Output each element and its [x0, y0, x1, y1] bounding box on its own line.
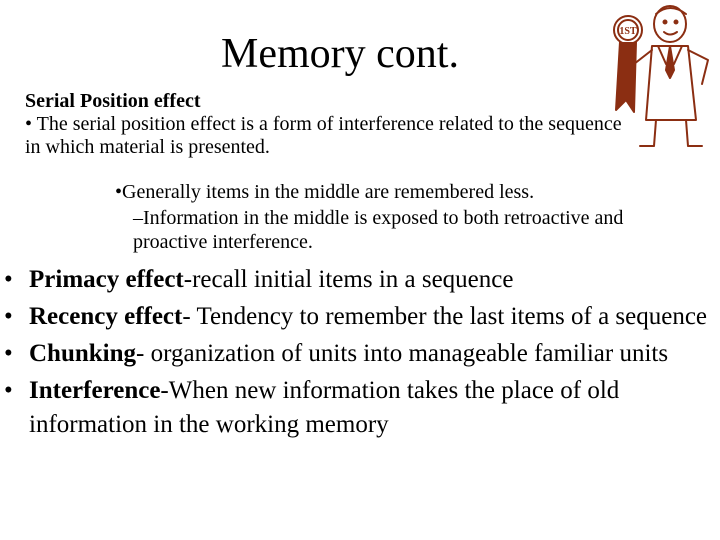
bullet-term: Chunking — [29, 340, 137, 367]
interference-note-text: Information in the middle is exposed to both retroactive and proactive interference. — [133, 207, 624, 253]
term-bullet-list — [0, 263, 715, 445]
bullet-interference — [0, 374, 715, 442]
serial-position-description — [25, 113, 625, 159]
bullet-definition: - Tendency to remember the last items of a sequence — [182, 303, 708, 330]
first-place-ribbon-man-icon — [600, 0, 720, 150]
bullet-mark: • — [25, 113, 33, 135]
bullet-definition: -recall initial items in a sequence — [183, 266, 514, 293]
slide-title: Memory cont. — [221, 31, 459, 77]
interference-note — [133, 206, 673, 254]
serial-position-text: The serial position effect is a form of interference related to the sequence in which material is presented. — [25, 113, 622, 158]
bullet-term: Interference — [29, 377, 161, 404]
bullet-mark: • — [4, 377, 13, 404]
bullet-recency-effect — [0, 300, 715, 334]
dash-mark: – — [133, 207, 143, 229]
bullet-mark: • — [115, 181, 123, 203]
middle-items-text: Generally items in the middle are remembered less. — [122, 181, 535, 203]
bullet-term: Primacy effect — [29, 266, 184, 293]
ribbon-label: 1ST — [619, 26, 637, 37]
bullet-term: Recency effect — [29, 303, 183, 330]
middle-items-note — [115, 181, 675, 204]
bullet-mark: • — [4, 340, 13, 367]
bullet-primacy-effect — [0, 263, 715, 297]
bullet-definition: -When new information takes the place of old information in the working memory — [29, 377, 620, 438]
serial-position-heading: Serial Position effect — [25, 90, 201, 112]
bullet-mark: • — [4, 266, 13, 293]
bullet-definition: - organization of units into manageable familiar units — [136, 340, 669, 367]
serial-position-intro — [25, 90, 625, 159]
bullet-mark: • — [4, 303, 13, 330]
bullet-chunking — [0, 337, 715, 371]
